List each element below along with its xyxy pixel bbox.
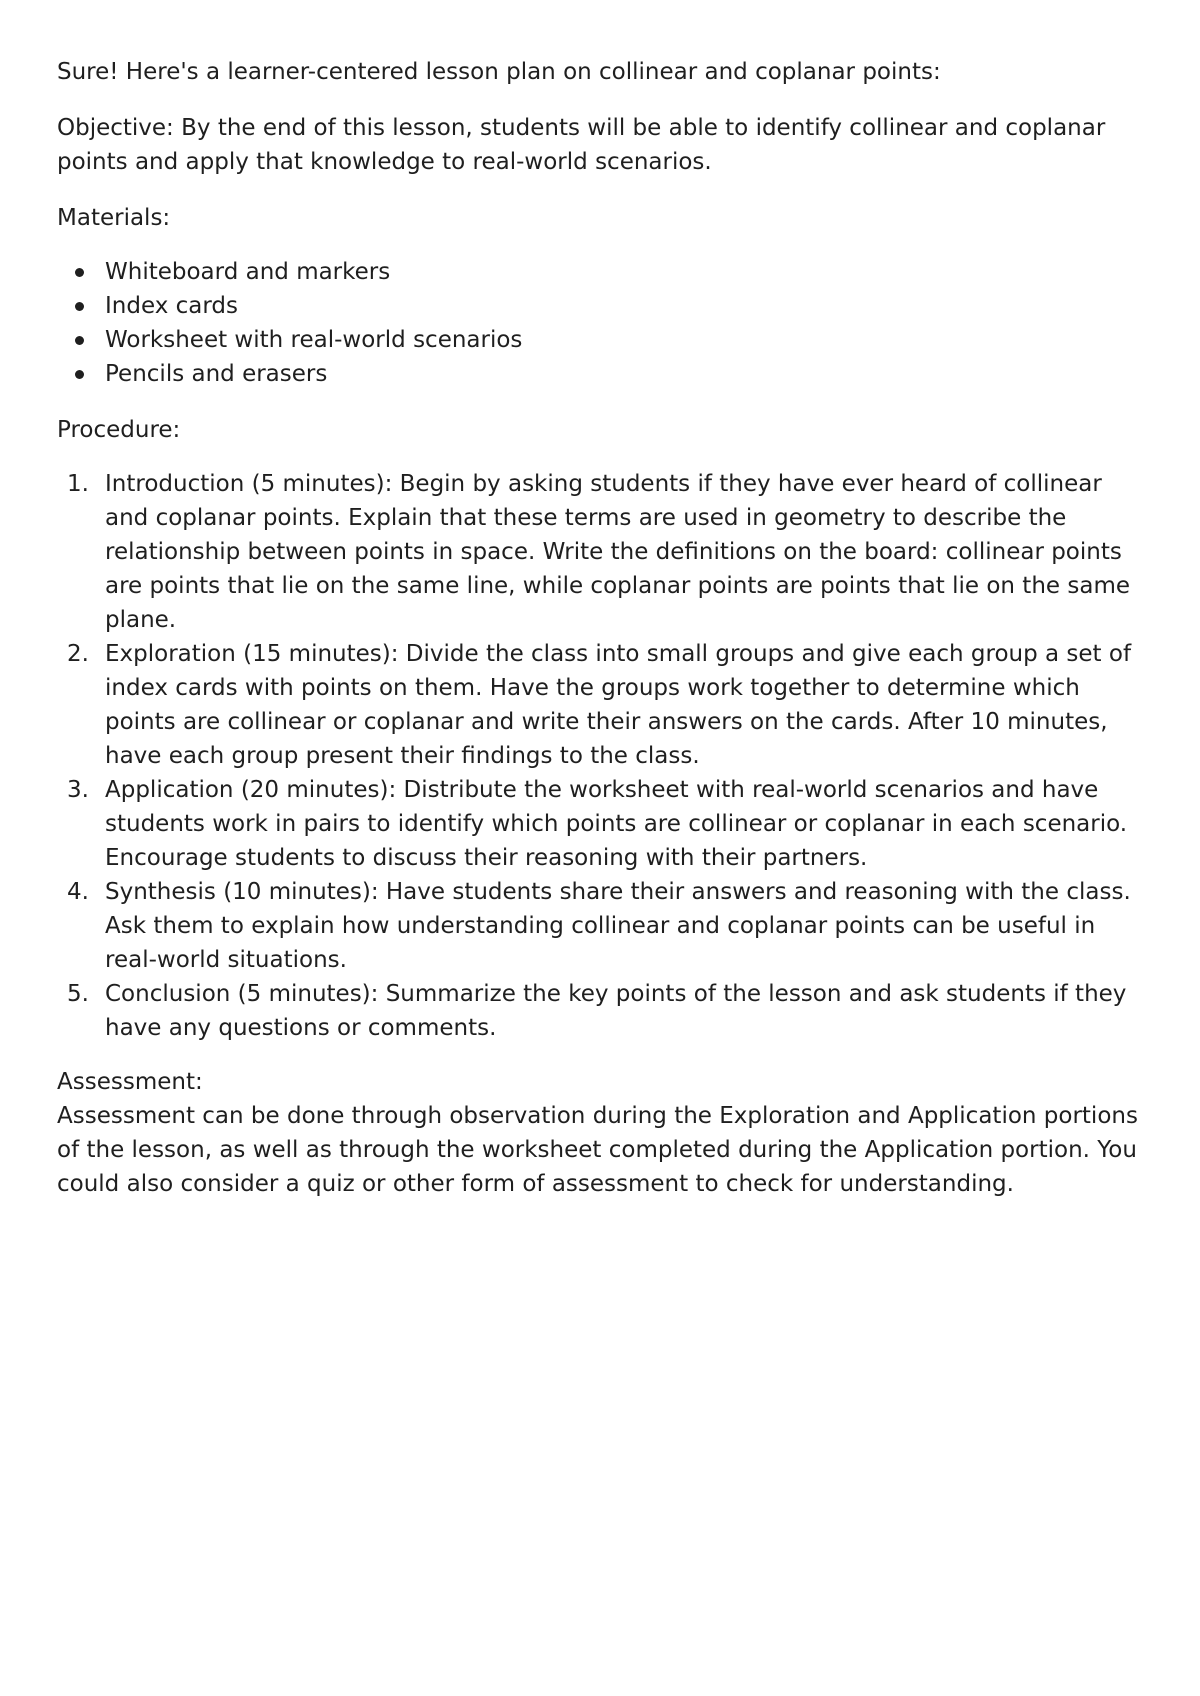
materials-item-label: Whiteboard and markers: [105, 259, 391, 285]
step-number: 3.: [67, 777, 89, 803]
bullet-icon: [75, 302, 84, 311]
objective-text: Objective: By the end of this lesson, students will be able to identify collinear and coplanar points and apply that knowledge to real-world scenarios.: [57, 115, 1106, 175]
materials-item-label: Worksheet with real-world scenarios: [105, 327, 523, 353]
procedure-step: [57, 875, 1147, 977]
materials-item: [57, 255, 1147, 289]
procedure-heading: Procedure:: [57, 417, 181, 443]
assessment-heading: Assessment:: [57, 1069, 203, 1095]
assessment-text: Assessment can be done through observation during the Exploration and Application portions of the lesson, as well as through the worksheet completed during the Application portion. You could also consider a quiz or other form of assessment to check for understanding.: [57, 1103, 1138, 1197]
materials-item-label: Pencils and erasers: [105, 361, 328, 387]
step-number: 2.: [67, 641, 89, 667]
materials-item: [57, 289, 1147, 323]
procedure-step: [57, 977, 1147, 1045]
procedure-list: [57, 467, 1147, 1045]
materials-item: [57, 323, 1147, 357]
step-number: 4.: [67, 879, 89, 905]
step-text: Exploration (15 minutes): Divide the class into small groups and give each group a set of index cards with points on them. Have the groups work together to determine which points are collinear or coplanar and write their answers on the cards. After 10 minutes, have each group present their findings to the class.: [105, 641, 1132, 769]
step-text: Conclusion (5 minutes): Summarize the key points of the lesson and ask students if they have any questions or comments.: [105, 981, 1127, 1041]
materials-list: [57, 255, 1147, 391]
procedure-step: [57, 637, 1147, 773]
procedure-step: [57, 773, 1147, 875]
step-text: Synthesis (10 minutes): Have students share their answers and reasoning with the class. Ask them to explain how understanding collinear and coplanar points can be useful in real-world situations.: [105, 879, 1131, 973]
bullet-icon: [75, 268, 84, 277]
step-text: Introduction (5 minutes): Begin by asking students if they have ever heard of collinear and coplanar points. Explain that these terms are used in geometry to describe the relationship between points in space. Write the definitions on the board: collinear points are points that lie on the same line, while coplanar points are points that lie on the same plane.: [105, 471, 1130, 633]
step-number: 1.: [67, 471, 89, 497]
step-number: 5.: [67, 981, 89, 1007]
materials-item-label: Index cards: [105, 293, 239, 319]
materials-heading: Materials:: [57, 205, 171, 231]
materials-item: [57, 357, 1147, 391]
bullet-icon: [75, 336, 84, 345]
bullet-icon: [75, 370, 84, 379]
document-page: [57, 55, 1147, 1201]
intro-text: Sure! Here's a learner-centered lesson plan on collinear and coplanar points:: [57, 59, 941, 85]
procedure-step: [57, 467, 1147, 637]
step-text: Application (20 minutes): Distribute the worksheet with real-world scenarios and have students work in pairs to identify which points are collinear or coplanar in each scenario. Encourage students to discuss their reasoning with their partners.: [105, 777, 1128, 871]
